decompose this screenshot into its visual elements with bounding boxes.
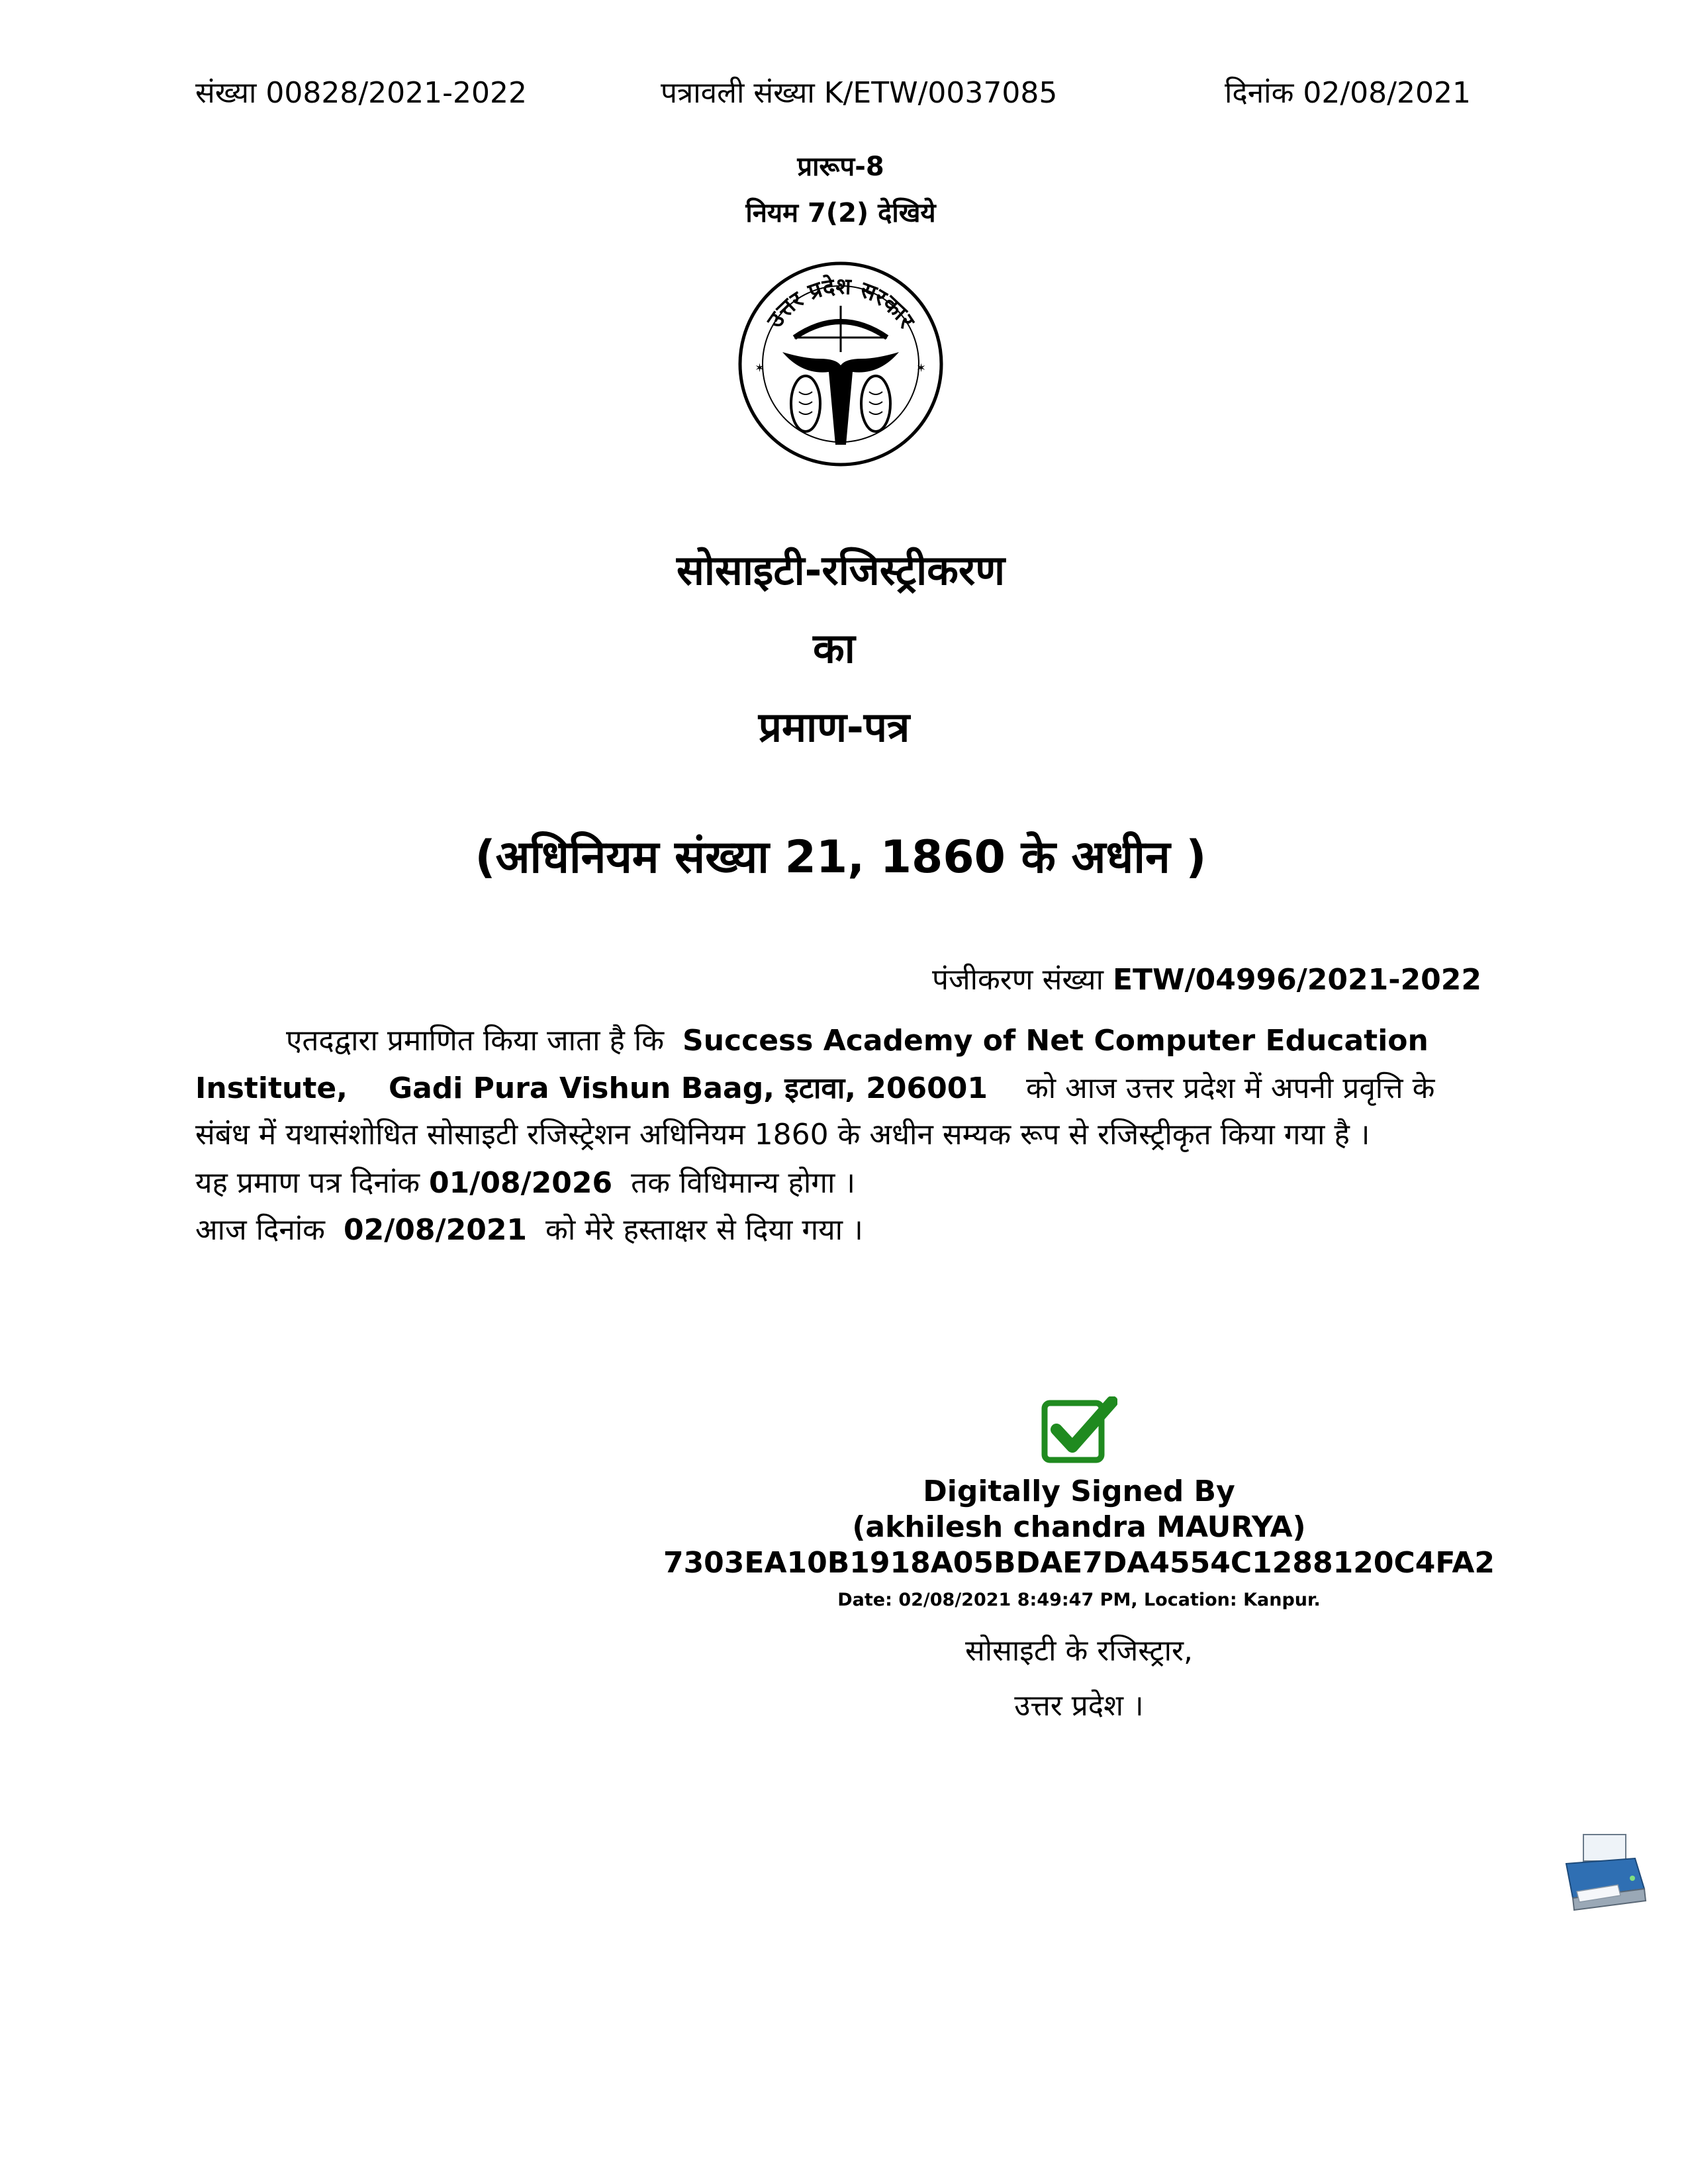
check-icon xyxy=(1041,1396,1117,1465)
registration-number-row xyxy=(932,958,1481,998)
registration-number: ETW/04996/2021-2022 xyxy=(1112,963,1481,997)
form-rule: नियम 7(2) देखिये xyxy=(745,198,936,228)
svg-text:✶: ✶ xyxy=(755,361,765,375)
body-line-1 xyxy=(286,1019,1429,1059)
body-line-3: संबंध में यथासंशोधित सोसाइटी रजिस्ट्रेशन अधिनियम 1860 के अधीन सम्यक रूप से रजिस्ट्रीकृत किया गया है । xyxy=(195,1118,1370,1152)
body-line-2-rest: को आज उत्तर प्रदेश में अपनी प्रवृत्ति के xyxy=(1026,1071,1435,1105)
validity-suffix: तक विधिमान्य होगा । xyxy=(631,1166,856,1200)
issued-date: 02/08/2021 xyxy=(343,1213,528,1247)
signer-name: (akhilesh chandra MAURYA) xyxy=(852,1510,1306,1544)
validity-prefix: यह प्रमाण पत्र दिनांक xyxy=(195,1166,420,1200)
validity-line xyxy=(195,1161,855,1201)
act-reference: (अधिनियम संख्या 21, 1860 के अधीन ) xyxy=(475,831,1207,884)
certificate-title-line1: सोसाइटी-रजिस्ट्रीकरण xyxy=(676,546,1006,594)
signature-hash: 7303EA10B1918A05BDAE7DA4554C1288120C4FA2 xyxy=(663,1546,1495,1580)
society-name: Success Academy of Net Computer Education xyxy=(682,1024,1429,1058)
registration-label: पंजीकरण संख्या xyxy=(931,963,1103,997)
digitally-signed-label: Digitally Signed By xyxy=(923,1475,1235,1508)
issued-prefix: आज दिनांक xyxy=(195,1213,325,1247)
body-line-2 xyxy=(195,1067,1434,1107)
form-name: प्रारूप-8 xyxy=(797,152,884,182)
svg-text:✶: ✶ xyxy=(916,361,927,375)
registrar-state: उत्तर प्रदेश । xyxy=(1014,1689,1144,1723)
issued-line xyxy=(195,1208,863,1248)
up-government-emblem xyxy=(736,259,945,469)
issued-suffix: को मेरे हस्ताक्षर से दिया गया । xyxy=(545,1213,863,1247)
signature-date-location: Date: 02/08/2021 8:49:47 PM, Location: Kanpur. xyxy=(837,1590,1321,1610)
emblem-text: उत्तर प्रदेश सरकार xyxy=(761,273,920,334)
society-address: Gadi Pura Vishun Baag, इटावा, 206001 xyxy=(388,1071,988,1105)
validity-date: 01/08/2026 xyxy=(429,1166,613,1200)
certificate-title-line2: का xyxy=(813,624,855,672)
certificate-number: संख्या 00828/2021-2022 xyxy=(195,76,528,110)
certificate-title-line3: प्रमाण-पत्र xyxy=(758,703,910,751)
society-name-continued: Institute, xyxy=(195,1071,348,1105)
printer-icon[interactable] xyxy=(1557,1832,1650,1918)
header-date: दिनांक 02/08/2021 xyxy=(1225,76,1471,110)
registrar-title: सोसाइटी के रजिस्ट्रार, xyxy=(965,1634,1193,1668)
intro-text: एतदद्वारा प्रमाणित किया जाता है कि xyxy=(286,1024,665,1058)
file-number: पत्रावली संख्या K/ETW/0037085 xyxy=(661,76,1058,110)
